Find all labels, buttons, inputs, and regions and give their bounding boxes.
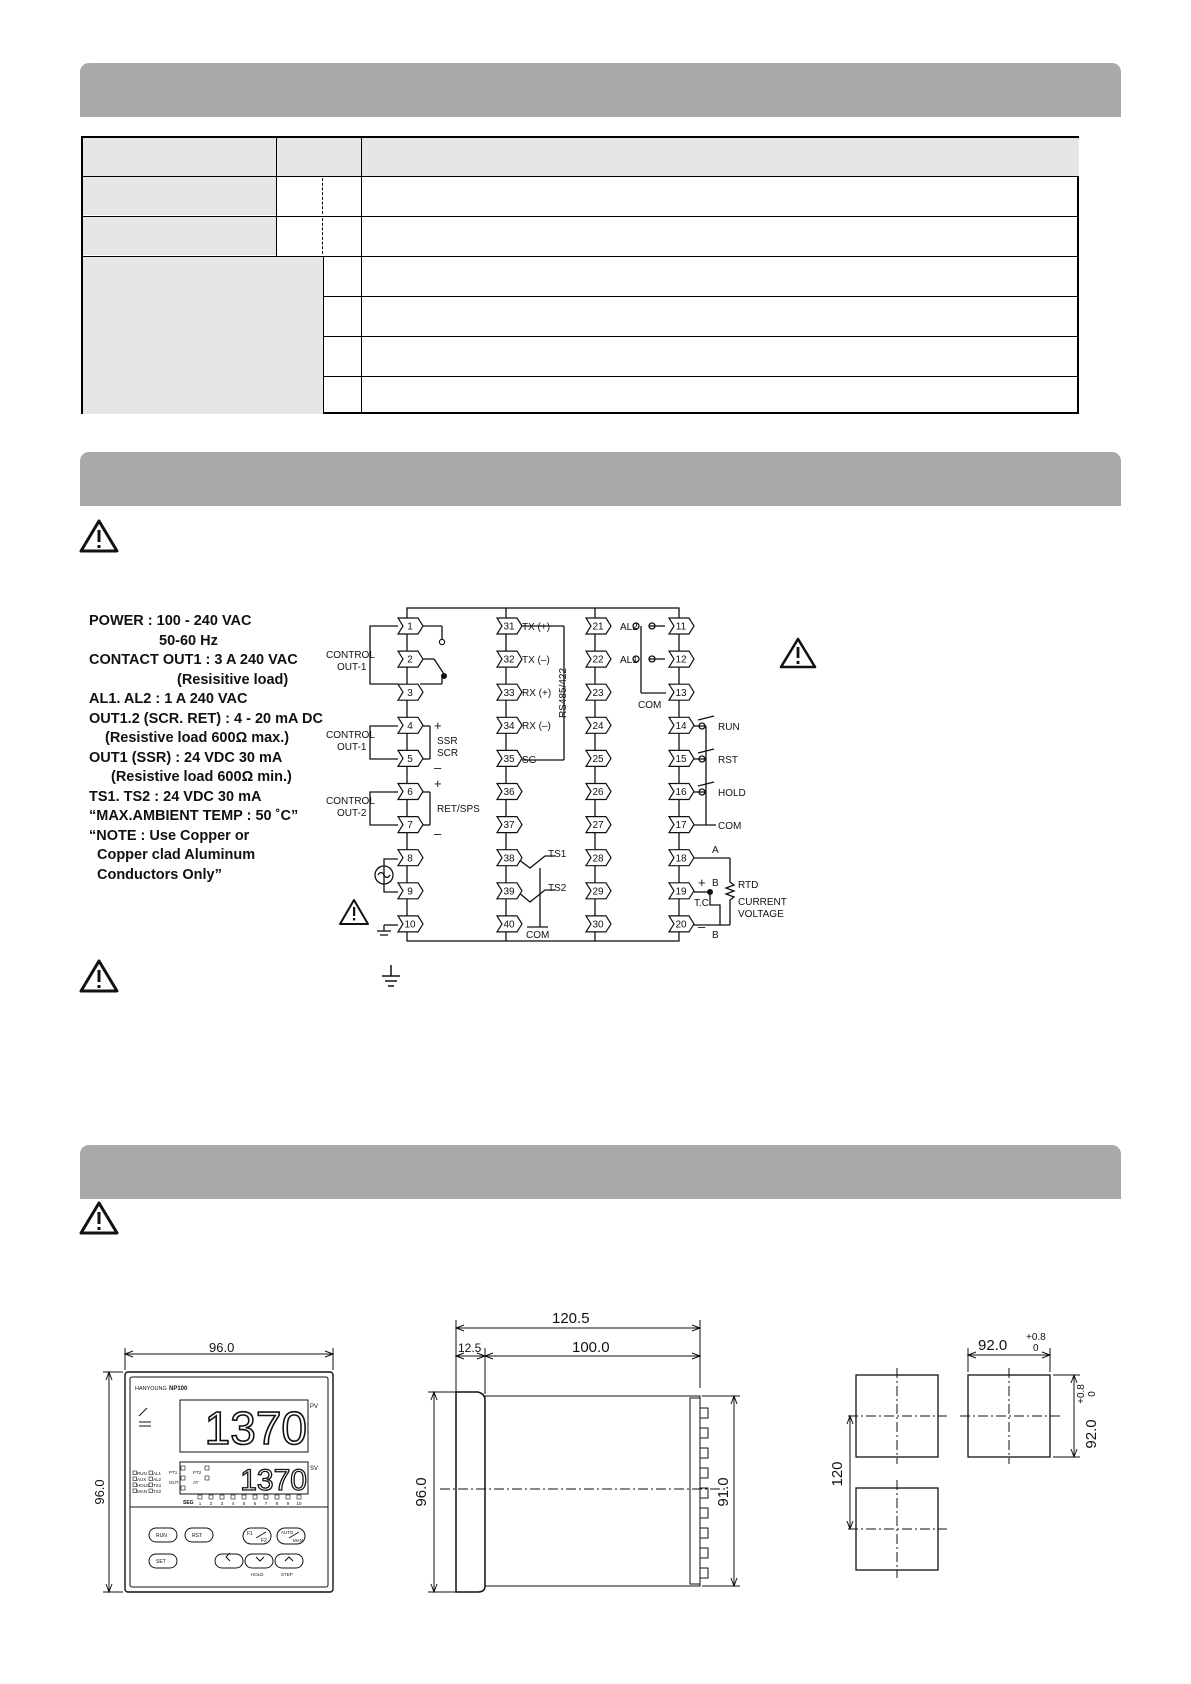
spec-label-cell-1 [83,177,276,215]
rating-line: (Resistive load 600Ω min.) [111,769,292,785]
terminal-number: 4 [407,720,413,732]
segment-number: 2 [209,1501,213,1506]
section-header-bar-3 [80,1145,1121,1199]
rating-line: 50-60 Hz [159,632,218,649]
ts2-label: TS2 [548,883,567,894]
indicator-lamp [133,1477,137,1481]
indicator-lamp [181,1476,185,1480]
rating-line: POWER : 100 - 240 VAC [89,613,252,629]
tx-plus-label: TX (+) [522,622,551,633]
terminal-number: 23 [592,687,604,699]
warning-icon [78,958,120,994]
terminal-number: 16 [675,787,687,799]
com-label: COM [526,930,550,941]
terminal-number: 14 [675,720,687,732]
cutout-width-label: 92.0 [978,1337,1008,1354]
run-label: RUN [718,722,740,733]
terminal-number: 36 [503,787,515,799]
indicator-lamp [149,1471,153,1475]
pv-label: PV [310,1404,319,1410]
indicator-lamp [149,1477,153,1481]
rating-line: TS1. TS2 : 24 VDC 30 mA [89,788,262,805]
rating-line: Copper clad Aluminum [97,847,256,863]
section-header-bar-2 [80,452,1121,506]
status-hold: HOLD [137,1483,150,1488]
f2-button-label: F2 [261,1538,267,1544]
segment-number: 5 [242,1501,246,1506]
status-aux: AUX [137,1477,147,1482]
segment-number: 6 [253,1501,257,1506]
terminal-number: 33 [503,687,515,699]
side-bezel-label: 12.5 [458,1341,482,1355]
rating-line: (Resistive load 600Ω max.) [105,730,290,746]
side-depth-label: 100.0 [572,1339,610,1356]
connector-fin [700,1548,708,1558]
terminal-number: 21 [592,621,604,633]
terminal-number: 9 [407,886,413,898]
wiring-diagram [326,600,800,945]
auto-button-label: AUTO [281,1530,294,1535]
sv-label: SV [310,1466,319,1472]
indicator-lamp [181,1466,185,1470]
side-body-label: 91.0 [715,1477,732,1507]
model-label: NP100 [169,1386,188,1392]
ts1-label: TS1 [548,849,567,860]
terminal-number: 35 [503,754,515,765]
indicator-lamp [205,1466,209,1470]
terminal-number: 7 [407,820,413,832]
hold-label: HOLD [718,788,746,799]
out-pt2: PT2 [193,1470,202,1475]
indicator-lamp [181,1486,185,1490]
connector-fin [700,1448,708,1458]
plus-sign: + [434,718,442,733]
rating-line: “NOTE : Use Copper or [89,827,250,844]
terminal-number: 20 [675,919,687,931]
cutout-height-tol-plus: +0.8 [1076,1384,1087,1404]
com-label: COM [718,821,742,832]
spec-label-cell-3 [83,257,323,414]
man-button-label: MAN [293,1538,303,1543]
segment-number: 1 [198,1501,202,1506]
rating-line: AL1. AL2 : 1 A 240 VAC [89,691,248,707]
seg-label: SEG [183,1500,194,1506]
current-label: CURRENT [738,897,787,908]
rating-line: “MAX.AMBIENT TEMP : 50 ˚C” [89,808,299,824]
segment-lamp [209,1495,213,1499]
connector-fin [700,1408,708,1418]
indicator-lamp [205,1476,209,1480]
out-pt1: PT1 [169,1470,178,1475]
scr-label: SCR [437,748,459,759]
alarm-al1: AL1 [153,1471,162,1476]
rating-line: OUT1 (SSR) : 24 VDC 30 mA [89,749,283,766]
terminal-number: 37 [503,820,515,832]
pitch-label: 120 [829,1461,846,1487]
cutout-width-tol-plus: +0.8 [1026,1332,1046,1343]
b-label: B [712,878,719,889]
terminal-number: 15 [675,754,687,765]
cutout-width-tol-zero: 0 [1033,1343,1039,1354]
out1-label: OUT-1 [337,662,367,673]
terminal-number: 18 [675,853,687,865]
rx-minus-label: RX (–) [522,721,551,732]
terminal-number: 17 [675,820,687,832]
segment-number: 8 [275,1501,279,1506]
terminal-number: 39 [503,886,515,898]
indicator-lamp [149,1483,153,1487]
indicator-lamp [149,1489,153,1493]
terminal-number: 13 [675,687,687,699]
alarm-ts1: TS1 [153,1483,162,1488]
terminal-number: 6 [407,787,413,799]
terminal-number: 8 [407,853,413,865]
sg-label: SG [522,755,537,766]
terminal-number: 40 [503,919,515,931]
out-at: AT [193,1480,199,1485]
terminal-number: 34 [503,720,515,732]
terminal-number: 12 [675,654,687,666]
segment-lamp [231,1495,235,1499]
side-total-label: 120.5 [552,1310,590,1327]
terminal-number: 24 [592,720,604,732]
minus-sign: – [698,919,706,934]
ret-sps-label: RET/SPS [437,804,480,815]
terminal-number: 27 [592,820,604,832]
status-run: RUN [137,1471,147,1476]
al1-label: AL1 [620,655,638,666]
com-label: COM [638,700,662,711]
f1-button-label: F1 [247,1531,253,1537]
connector-fin [700,1508,708,1518]
connector-fin [700,1528,708,1538]
run-button-label: RUN [156,1533,167,1539]
plus-sign: + [698,875,706,890]
terminal-number: 2 [407,654,413,666]
terminal-number: 1 [407,621,413,633]
terminal-number: 26 [592,787,604,799]
front-width-label: 96.0 [209,1340,235,1355]
terminal-number: 5 [407,754,413,765]
control-label: CONTROL [326,650,375,661]
rtd-label: RTD [738,880,759,891]
warning-icon [78,1200,120,1236]
alarm-al2: AL2 [153,1477,162,1482]
brand-label: HANYOUNG [135,1386,167,1392]
connector-fin [700,1468,708,1478]
terminal-number: 11 [675,621,687,633]
rating-line: OUT1.2 (SCR. RET) : 4 - 20 mA DC [89,710,323,727]
segment-number: 3 [220,1501,224,1506]
set-button-label: SET [156,1559,166,1565]
spec-header-row [83,138,1079,176]
spec-table [81,136,1079,414]
cutout-height-tol-zero: 0 [1087,1391,1098,1397]
panel-cutout-drawing [820,1330,1110,1620]
control-label: CONTROL [326,796,375,807]
minus-sign: – [434,760,442,775]
b-label: B [712,930,719,941]
segment-lamp [198,1495,202,1499]
terminal-number: 19 [675,886,687,898]
a-label: A [712,845,719,856]
terminal-number: 30 [592,919,604,931]
terminal-block [690,1398,700,1584]
rx-plus-label: RX (+) [522,688,552,699]
rst-label: RST [718,755,738,766]
out-out: OUT [169,1480,179,1485]
tc-label: T.C [694,898,709,909]
terminal-number: 29 [592,886,604,898]
indicator-lamp [133,1471,137,1475]
connector-fin [700,1428,708,1438]
segment-number: 10 [296,1501,302,1506]
alarm-ts2: TS2 [153,1489,162,1494]
al2-label: AL2 [620,622,638,633]
segment-number: 7 [264,1501,268,1506]
ground-icon [380,964,402,992]
front-height-label: 96.0 [92,1479,107,1505]
tx-minus-label: TX (–) [522,655,550,666]
indicator-lamp [133,1489,137,1493]
front-view-drawing [92,1340,355,1612]
indicator-lamp [133,1483,137,1487]
step-button-label: STEP [281,1572,293,1577]
segment-lamp [220,1495,224,1499]
segment-number: 4 [231,1501,235,1506]
hold-button-label: HOLD [251,1572,264,1577]
segment-number: 9 [286,1501,290,1506]
terminal-number: 10 [404,919,416,931]
minus-sign: – [434,826,442,841]
rating-specs [89,612,323,885]
rating-line: Conductors Only” [97,866,222,883]
plus-sign: + [434,776,442,791]
warning-icon [78,518,120,554]
cutout-height-label: 92.0 [1083,1419,1100,1449]
control-label: CONTROL [326,730,375,741]
ssr-label: SSR [437,736,458,747]
terminal-number: 31 [503,621,515,633]
out2-label: OUT-2 [337,808,367,819]
out1-label: OUT-1 [337,742,367,753]
connector-fin [700,1568,708,1578]
rating-line: (Resisitive load) [177,671,289,688]
terminal-number: 28 [592,853,604,865]
spec-label-cell-2 [83,217,276,255]
terminal-number: 22 [592,654,604,666]
side-view-drawing [413,1300,750,1620]
rst-button-label: RST [192,1533,202,1539]
pv-display: 1370 [204,1402,307,1454]
side-height-label: 96.0 [413,1477,430,1507]
rating-line: CONTACT OUT1 : 3 A 240 VAC [89,652,298,668]
terminal-number: 3 [407,687,413,699]
terminal-number: 38 [503,853,515,865]
terminal-number: 32 [503,654,515,666]
terminal-number: 25 [592,754,604,765]
section-header-bar-1 [80,63,1121,117]
sv-display: 1370 [240,1464,307,1497]
voltage-label: VOLTAGE [738,909,784,920]
status-man: MAN [137,1489,147,1494]
rs485-label: RS485/422 [558,667,569,718]
